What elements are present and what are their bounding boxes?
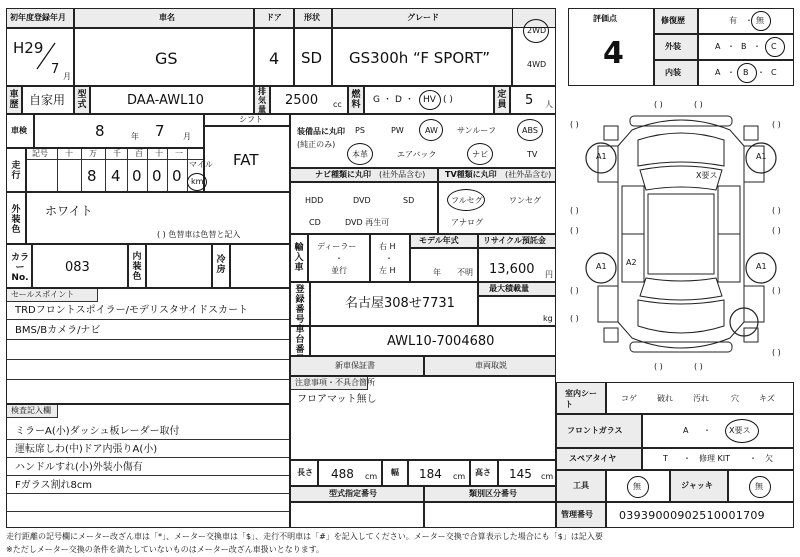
tv-fullseg: フルセグ (451, 196, 483, 205)
mileage-h4: 百 (135, 149, 143, 158)
mileage-label-cell (6, 148, 26, 192)
tv-type-header (438, 168, 556, 182)
ext-c: C (771, 42, 777, 51)
seat-item: キズ (759, 394, 775, 403)
inspector-line: 運転席しわ(中)ドア内張りA(小) (15, 444, 158, 455)
mileage-h5: 十 (155, 149, 163, 158)
shift-label: シフト (239, 115, 263, 124)
ext-dot: ・ (727, 42, 735, 51)
interior-seat-label-cell (556, 382, 606, 414)
car-name-cell (74, 28, 254, 86)
navi-sd: SD (403, 196, 415, 205)
height-cell (498, 460, 556, 486)
seat-item: コゲ (621, 394, 637, 403)
height-label: 高さ (475, 468, 491, 477)
chassis-label-cell (290, 326, 310, 356)
color-repaint-note: ( ) 色替車は色替と記入 (157, 230, 241, 239)
front-glass-label-cell (556, 414, 642, 448)
int-dot: ・ (727, 68, 735, 77)
width-value: 184 (419, 467, 442, 481)
displacement-value: 2500 (285, 93, 319, 108)
import-label-cell (290, 234, 308, 282)
import-lh: 左 H (379, 266, 396, 275)
inspector-header (7, 405, 58, 418)
equip-navi: ナビ (472, 150, 488, 159)
mileage-header-row (27, 149, 203, 160)
length-label-cell (290, 460, 318, 486)
registration-cell (310, 282, 478, 326)
jack-cell (728, 470, 794, 502)
shape-label: 形状 (304, 13, 320, 22)
color-cell (26, 192, 290, 244)
repair-dot: ・ (745, 16, 753, 25)
tools-value: 無 (633, 482, 641, 491)
exterior-label: 外装 (665, 42, 681, 51)
import-label: 輸入車 (294, 243, 304, 273)
max-load-header (478, 282, 556, 296)
model-year-unit: 年 (433, 268, 441, 277)
mileage-h2: 万 (89, 149, 97, 158)
repair-no: 無 (756, 16, 764, 25)
tv-analog: アナログ (451, 218, 483, 227)
chassis-cell (310, 326, 556, 356)
equip-tv: TV (527, 150, 538, 159)
mileage-h0: 記号 (32, 149, 48, 158)
ac-label-cell (212, 244, 230, 288)
capacity-label-cell (494, 86, 510, 114)
shape-value: SD (301, 49, 323, 67)
drive-cell (512, 8, 556, 86)
tv-oneseg: ワンセグ (509, 196, 541, 205)
ruled-line (7, 493, 289, 494)
navi-dvd-player: DVD 再生可 (345, 218, 390, 227)
inspector-line: Fガラス割れ8cm (15, 480, 93, 491)
width-cell (408, 460, 470, 486)
diagram-bracket: ( ) (570, 206, 579, 215)
interior-seat-label: 室内シート (565, 389, 597, 409)
first-reg-cell (6, 28, 74, 86)
height-label-cell (470, 460, 498, 486)
color-label: 外装色 (11, 205, 21, 235)
first-reg-month-unit: 月 (63, 72, 71, 81)
interior-color-label-cell (128, 244, 146, 288)
diagram-bracket: ( ) (772, 206, 781, 215)
fuel-label: 燃料 (351, 90, 361, 110)
color-no-value: 083 (65, 260, 90, 275)
equip-leather: 本革 (352, 150, 368, 159)
equipment-label: 装備品に丸印 (297, 127, 345, 136)
ext-a: A (715, 42, 721, 51)
spare-label: スペアタイヤ (569, 454, 617, 463)
import-dot: ・ (385, 254, 393, 263)
car-name-header (74, 8, 254, 28)
import-parallel: 並行 (331, 266, 347, 275)
spare-cell (642, 448, 794, 470)
inspector-line: ハンドルすれ(小)外装小傷有 (15, 462, 143, 473)
repair-yes: 有 (729, 16, 737, 25)
category-header (424, 486, 556, 502)
damage-mark: A1 (756, 152, 767, 161)
diagram-bracket: ( ) (772, 348, 781, 357)
diagram-bracket: ( ) (772, 286, 781, 295)
inspector-box (6, 404, 290, 528)
doors-value: 4 (269, 49, 280, 68)
interior-color-label: 内装色 (132, 252, 142, 282)
grade-value: GS300h “F SPORT” (349, 49, 491, 67)
usage-cell (22, 86, 74, 114)
color-no-label-cell (6, 244, 32, 288)
navi-type-label: ナビ種類に丸印 (315, 170, 371, 179)
car-outline-icon (568, 86, 794, 382)
fuel-g: G (373, 95, 380, 105)
door-header (254, 8, 294, 28)
diagram-bracket: ( ) (570, 314, 579, 323)
model-code-value: DAA-AWL10 (127, 93, 204, 108)
interior-cell (698, 60, 794, 86)
mileage-div (147, 149, 148, 191)
color-value: ホワイト (45, 204, 93, 218)
spare-none: 欠 (765, 454, 773, 463)
first-reg-era: H29 (13, 39, 44, 57)
model-label-cell (74, 86, 90, 114)
navi-hdd: HDD (305, 196, 324, 205)
type-designation-cell (290, 502, 424, 528)
mileage-digit: 0 (132, 167, 142, 185)
equipment-sublabel: (純正のみ) (297, 140, 336, 149)
seat-item: 汚れ (693, 394, 709, 403)
registration-value: 名古屋308せ7731 (345, 296, 455, 311)
displacement-unit: cc (333, 100, 342, 109)
footer-line: ※ただしメーター交換の条件を満たしていないものはメーター改ざん車扱いとなります。 (6, 545, 325, 554)
category-cell (424, 502, 556, 528)
ruled-line (7, 475, 289, 476)
usage-value: 自家用 (29, 93, 66, 107)
equip-abs: ABS (522, 126, 538, 135)
color-no-cell (32, 244, 128, 288)
notes-box (290, 376, 556, 460)
model-year-cell (410, 248, 478, 282)
mileage-h6: 一 (175, 149, 183, 158)
model-year-header (410, 234, 478, 248)
spare-label-cell (556, 448, 642, 470)
new-warranty-label: 新車保証書 (335, 361, 375, 370)
mgmt-value: 03939000902510001709 (619, 509, 765, 522)
equipment-box (290, 114, 556, 168)
length-value: 488 (331, 467, 354, 481)
tv-type-label: TV種類に丸印 (445, 170, 497, 179)
mgmt-label-cell (556, 502, 606, 528)
manual-label: 車両取説 (475, 361, 507, 370)
jack-label: ジャッキ (681, 481, 713, 490)
type-designation-header (290, 486, 424, 502)
fuel-label-cell (348, 86, 364, 114)
fuel-dot: ・ (405, 95, 415, 105)
repair-label: 修復歴 (661, 16, 685, 25)
ac-label: 冷房 (216, 255, 226, 275)
diagram-bracket: ( ) (570, 120, 579, 129)
shift-header (204, 114, 290, 126)
height-value: 145 (509, 467, 532, 481)
ruled-line (7, 319, 289, 320)
spare-t: T (663, 454, 668, 463)
ruled-line (7, 457, 289, 458)
grade-cell (332, 28, 512, 86)
front-glass-a: A (683, 426, 689, 435)
car-name-value: GS (155, 49, 178, 68)
mileage-div (127, 149, 128, 191)
int-c: C (771, 68, 777, 77)
spare-dot: ・ (683, 454, 691, 463)
int-a: A (715, 68, 721, 77)
tools-cell (606, 470, 670, 502)
fuel-dot: ・ (383, 95, 393, 105)
inspection-month-unit: 月 (183, 132, 191, 141)
damage-mark: A2 (626, 258, 637, 267)
interior-color-cell (146, 244, 212, 288)
int-dot: ・ (757, 68, 765, 77)
new-warranty-cell (290, 356, 424, 376)
doors-cell (254, 28, 294, 86)
equip-pw: PW (391, 126, 404, 135)
jack-label-cell (670, 470, 728, 502)
footer-line: 走行距離の記号欄にメーター改ざん車は「*」、メーター交換車は「$」、走行不明車は「#」を記入してください。メーター交換で合算表示した場合にも「$」は記入要 (6, 532, 603, 541)
color-no-label: カラーNo. (10, 253, 29, 283)
door-label: ドア (266, 13, 282, 22)
interior-seat-cell (606, 382, 794, 414)
capacity-cell (510, 86, 556, 114)
tools-label: 工具 (573, 481, 589, 490)
interior-label-cell (654, 60, 698, 86)
damage-mark: A1 (596, 262, 607, 271)
mileage-digit: 0 (172, 167, 182, 185)
import-dealer-cell (308, 234, 370, 282)
seat-item: 穴 (731, 394, 739, 403)
mileage-label: 走行 (11, 161, 21, 181)
diagram-bracket: ( ) (772, 120, 781, 129)
diagram-bracket: ( ) (772, 226, 781, 235)
fuel-cell (364, 86, 494, 114)
ruled-line (7, 339, 289, 340)
shift-cell (204, 126, 290, 192)
length-cell (318, 460, 382, 486)
model-year-label: モデル年式 (419, 236, 459, 245)
spare-kit: 修理 KIT (699, 454, 731, 463)
equip-aw: AW (425, 126, 438, 135)
tv-type-cell (438, 182, 556, 234)
inspector-line: ミラーA(小)ダッシュ板レーダー取付 (15, 426, 180, 437)
seat-item: 破れ (657, 394, 673, 403)
equip-airbag: エアバック (397, 150, 437, 159)
repair-label-cell (654, 8, 698, 34)
repair-cell (698, 8, 794, 34)
sales-point-label: セールスポイント (11, 290, 75, 299)
mileage-digit: 0 (152, 167, 162, 185)
shape-cell (294, 28, 332, 86)
import-handle-cell (370, 234, 410, 282)
length-unit: cm (365, 472, 378, 481)
first-reg-month: 7 (51, 62, 60, 77)
import-dealer: ディーラー (317, 242, 357, 251)
manual-cell (424, 356, 556, 376)
import-dot: ・ (335, 254, 343, 263)
spare-dot: ・ (749, 454, 757, 463)
int-b: B (743, 68, 749, 77)
mileage-digit: 8 (87, 167, 97, 185)
registration-label: 登録番号 (295, 285, 305, 325)
navi-cd: CD (309, 218, 321, 227)
navi-dvd: DVD (353, 196, 371, 205)
model-year-value: 不明 (457, 268, 473, 277)
capacity-label: 定員 (497, 90, 507, 110)
chassis-value: AWL10-7004680 (387, 334, 495, 349)
inspection-label: 車検 (11, 126, 27, 135)
chassis-label: 車台番 (295, 325, 305, 355)
ruled-line (7, 439, 289, 440)
ac-cell (230, 244, 290, 288)
recycle-unit: 円 (545, 270, 553, 279)
max-load-label: 最大積載量 (489, 284, 529, 293)
mileage-h1: 十 (65, 149, 73, 158)
mileage-h3: 千 (113, 149, 121, 158)
diagram-bracket: ( ) (570, 226, 579, 235)
shift-value: FAT (233, 151, 259, 169)
ruled-line (7, 359, 289, 360)
recycle-value: 13,600 (489, 262, 535, 277)
usage-label: 車歴 (9, 90, 19, 110)
length-label: 長さ (297, 468, 313, 477)
inspection-year: 8 (95, 122, 105, 140)
interior-label: 内装 (665, 68, 681, 77)
inspection-year-unit: 年 (131, 132, 139, 141)
exterior-label-cell (654, 34, 698, 60)
fuel-d: D (395, 95, 402, 105)
navi-type-note: (社外品含む) (379, 170, 426, 179)
registration-label-cell (290, 282, 310, 326)
shape-header (294, 8, 332, 28)
inspector-label: 検査記入欄 (11, 406, 51, 415)
fuel-hv: HV (423, 95, 436, 105)
type-designation-label: 型式指定番号 (329, 489, 377, 498)
mileage-div (167, 149, 168, 191)
capacity-value: 5 (525, 93, 534, 108)
score-cell (568, 8, 654, 86)
car-diagram (568, 86, 794, 382)
width-unit: cm (453, 472, 466, 481)
diagram-bracket: ( ) (694, 362, 703, 371)
ruled-line (7, 511, 289, 512)
mgmt-cell (606, 502, 794, 528)
fuel-paren: ( ) (443, 95, 453, 105)
ext-b: B (741, 42, 747, 51)
mileage-digit: 4 (111, 167, 121, 185)
max-load-cell (478, 296, 556, 326)
grade-label: グレード (407, 13, 439, 22)
jack-value: 無 (755, 482, 763, 491)
mileage-mile-label: マイル (189, 160, 213, 169)
diagram-bracket: ( ) (654, 100, 663, 109)
first-reg-header (6, 8, 74, 28)
capacity-unit: 人 (545, 100, 553, 109)
score-label: 評価点 (593, 14, 617, 23)
notes-value: フロアマット無し (297, 394, 377, 405)
navi-type-cell (290, 182, 438, 234)
width-label-cell (382, 460, 408, 486)
color-label-cell (6, 192, 26, 244)
damage-mark: A1 (756, 262, 767, 271)
inspection-label-cell (6, 114, 34, 148)
mileage-div (81, 149, 82, 191)
front-glass-x: X要ス (729, 426, 751, 435)
sales-point-line: BMS/Bカメラ/ナビ (15, 325, 101, 336)
navi-type-header (290, 168, 438, 182)
width-label: 幅 (391, 468, 399, 477)
sales-point-header (7, 289, 98, 302)
tv-type-note: (社外品含む) (505, 170, 552, 179)
ext-dot: ・ (753, 42, 761, 51)
recycle-header (478, 234, 556, 248)
diagram-bracket: ( ) (694, 100, 703, 109)
displacement-label: 排気量 (258, 87, 266, 114)
model-cell (90, 86, 254, 114)
front-glass-cell (642, 414, 794, 448)
max-load-unit: kg (543, 314, 553, 323)
damage-mark: A1 (596, 152, 607, 161)
inspection-cell (34, 114, 204, 148)
inspection-month: 7 (155, 122, 165, 140)
import-rh: 右 H (379, 242, 396, 251)
recycle-cell (478, 248, 556, 282)
notes-header (291, 377, 375, 390)
score-value: 4 (603, 36, 624, 71)
drive-2wd: 2WD (527, 26, 547, 35)
height-unit: cm (541, 472, 554, 481)
drive-4wd: 4WD (527, 60, 547, 69)
mgmt-label: 管理番号 (561, 510, 593, 519)
usage-label-cell (6, 86, 22, 114)
front-glass-dot: ・ (703, 426, 711, 435)
equip-sunroof: サンルーフ (457, 126, 496, 135)
equip-ps: PS (355, 126, 365, 135)
mileage-div (57, 149, 58, 191)
diagram-bracket: ( ) (654, 362, 663, 371)
front-glass-label: フロントガラス (567, 426, 623, 435)
notes-label: 注意事項・不具合箇所 (295, 378, 375, 387)
car-name-label: 車名 (159, 13, 175, 22)
first-reg-label: 初年度登録年月 (10, 13, 66, 22)
tools-label-cell (556, 470, 606, 502)
ruled-line (7, 379, 289, 380)
model-code-label: 型式 (77, 90, 87, 110)
sales-point-box (6, 288, 290, 404)
category-label: 類別区分番号 (469, 489, 517, 498)
displacement-cell (270, 86, 348, 114)
mileage-div (105, 149, 106, 191)
sales-point-line: TRDフロントスポイラー/モデリスタサイドスカート (15, 305, 249, 316)
displacement-label-cell (254, 86, 270, 114)
damage-mark: X要ス (696, 171, 718, 180)
exterior-cell (698, 34, 794, 60)
mileage-cell (26, 148, 213, 192)
recycle-label: リサイクル預託金 (483, 236, 546, 245)
mileage-km: km (191, 177, 204, 186)
diagram-bracket: ( ) (570, 286, 579, 295)
